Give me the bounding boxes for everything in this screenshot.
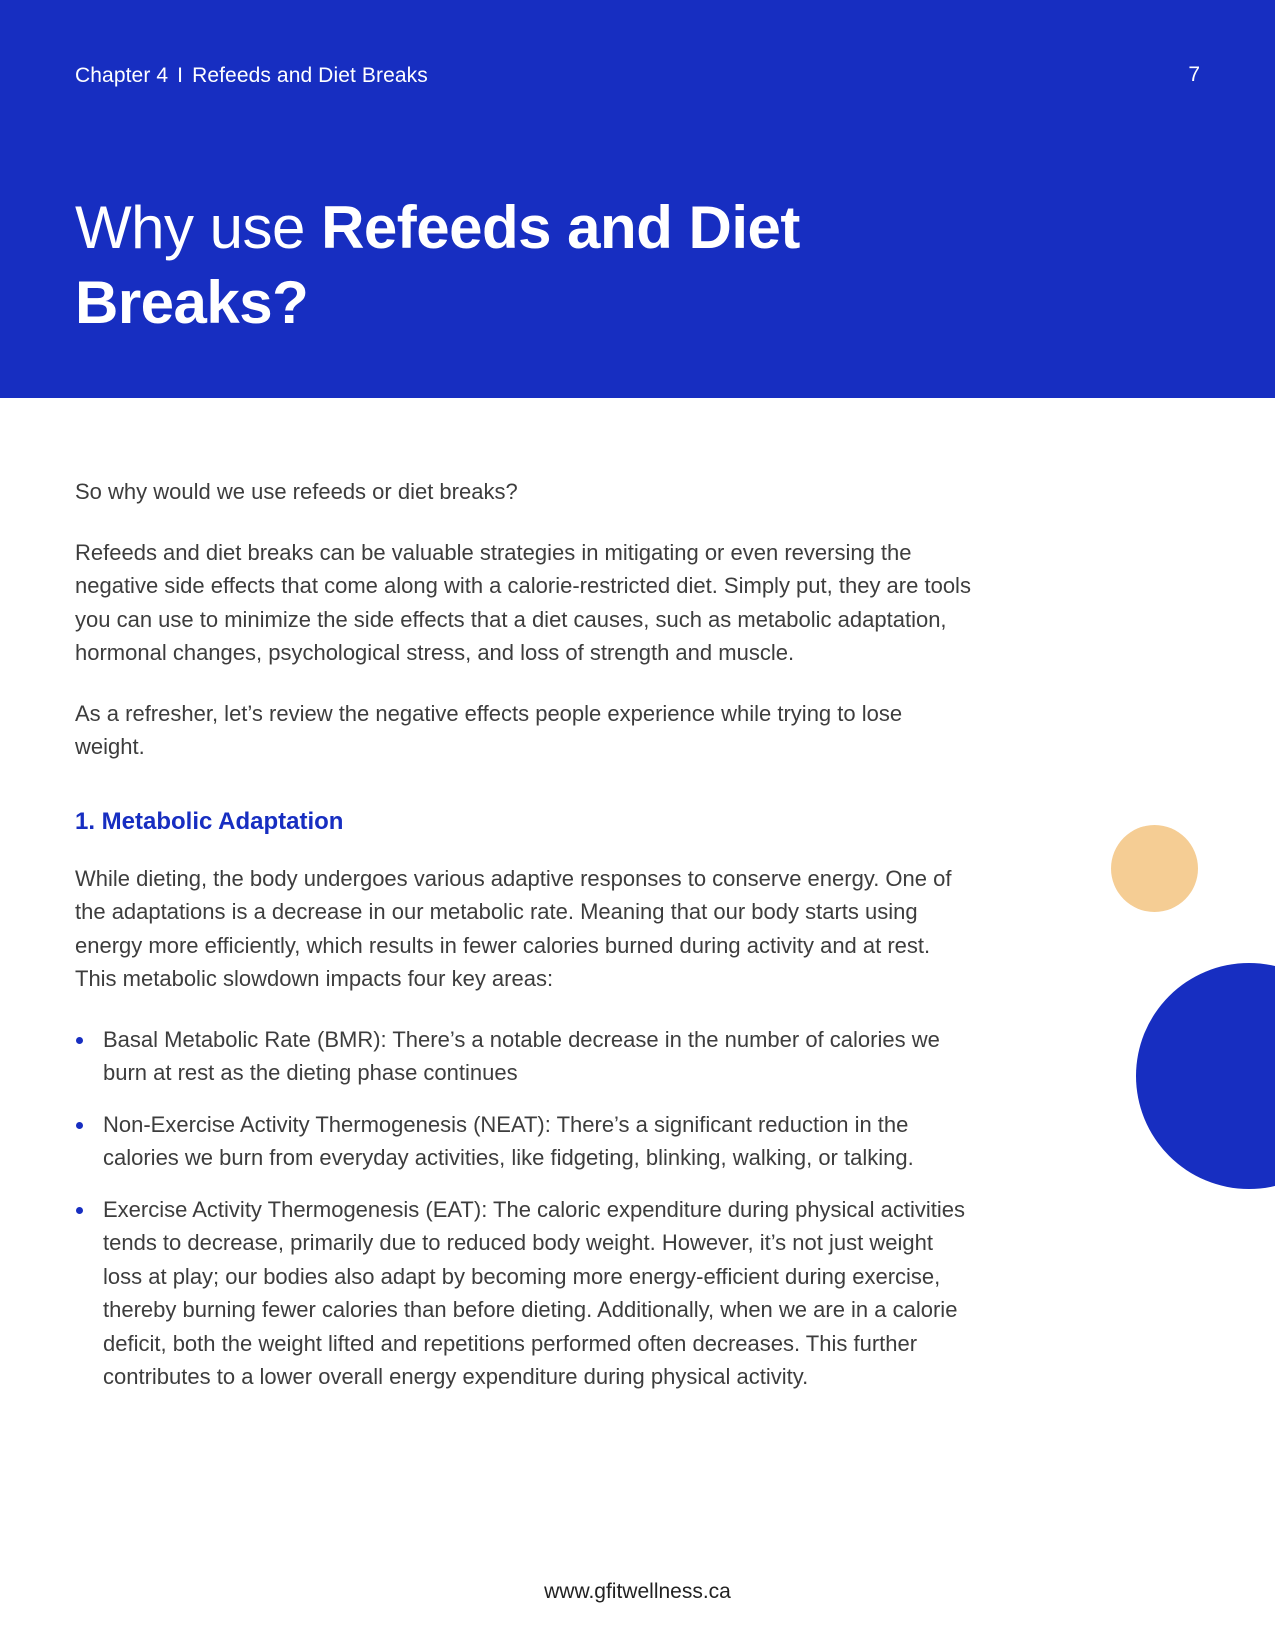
- page-title-regular: Why use: [75, 194, 322, 261]
- bullet-list: [75, 1023, 975, 1394]
- bullet-item-neat: [75, 1108, 975, 1175]
- header-banner: [0, 0, 1275, 398]
- intro-paragraph: Refeeds and diet breaks can be valuable strategies in mitigating or even reversing the negative side effects that come along with a calorie-restricted diet. Simply put, they are tools you can use to minimize the side effects that a diet causes, such as metabolic adaptation, hormonal changes, psychological stress, and loss of strength and muscle.: [75, 539, 971, 665]
- page-title-bold: Refeeds and Diet Breaks?: [75, 194, 800, 336]
- intro-question: So why would we use refeeds or diet breaks?: [75, 479, 518, 504]
- chapter-title: Refeeds and Diet Breaks: [192, 64, 428, 87]
- page-title: [75, 190, 895, 340]
- bullet-icon: [76, 1037, 83, 1044]
- page-number: 7: [1188, 63, 1200, 86]
- main-content: [75, 475, 975, 1412]
- chapter-number: Chapter 4: [75, 64, 169, 87]
- decorative-orange-circle: [1111, 825, 1198, 912]
- bullet-text: Non-Exercise Activity Thermogenesis (NEAT): There’s a significant reduction in the calories we burn from everyday activities, like fidgeting, blinking, walking, or talking.: [103, 1111, 914, 1170]
- decorative-blue-circle: [1136, 963, 1275, 1189]
- bullet-item-eat: [75, 1193, 975, 1394]
- bullet-text: Basal Metabolic Rate (BMR): There’s a notable decrease in the number of calories we burn at rest as the dieting phase continues: [103, 1026, 940, 1085]
- footer-website-url: www.gfitwellness.ca: [544, 1580, 731, 1603]
- chapter-separator: I: [177, 64, 184, 87]
- section-paragraph: While dieting, the body undergoes various adaptive responses to conserve energy. One of the adaptations is a decrease in our metabolic rate. Meaning that our body starts using energy more efficiently, which results in fewer calories burned during activity and at rest. This metabolic slowdown impacts four key areas:: [75, 865, 952, 991]
- bullet-text: Exercise Activity Thermogenesis (EAT): The caloric expenditure during physical activities tends to decrease, primarily due to reduced body weight. However, it’s not just weight loss at play; our bodies also adapt by becoming more energy-efficient during exercise, thereby burning fewer calories than before dieting. Additionally, when we are in a calorie deficit, both the weight lifted and repetitions performed often decreases. This further contributes to a lower overall energy expenditure during physical activity.: [103, 1196, 966, 1389]
- bullet-item-bmr: [75, 1023, 975, 1090]
- refresher-paragraph: As a refresher, let’s review the negative effects people experience while trying to lose weight.: [75, 700, 903, 759]
- chapter-label: [75, 64, 428, 88]
- section-heading: 1. Metabolic Adaptation: [75, 807, 344, 835]
- bullet-icon: [76, 1207, 83, 1214]
- bullet-icon: [76, 1122, 83, 1129]
